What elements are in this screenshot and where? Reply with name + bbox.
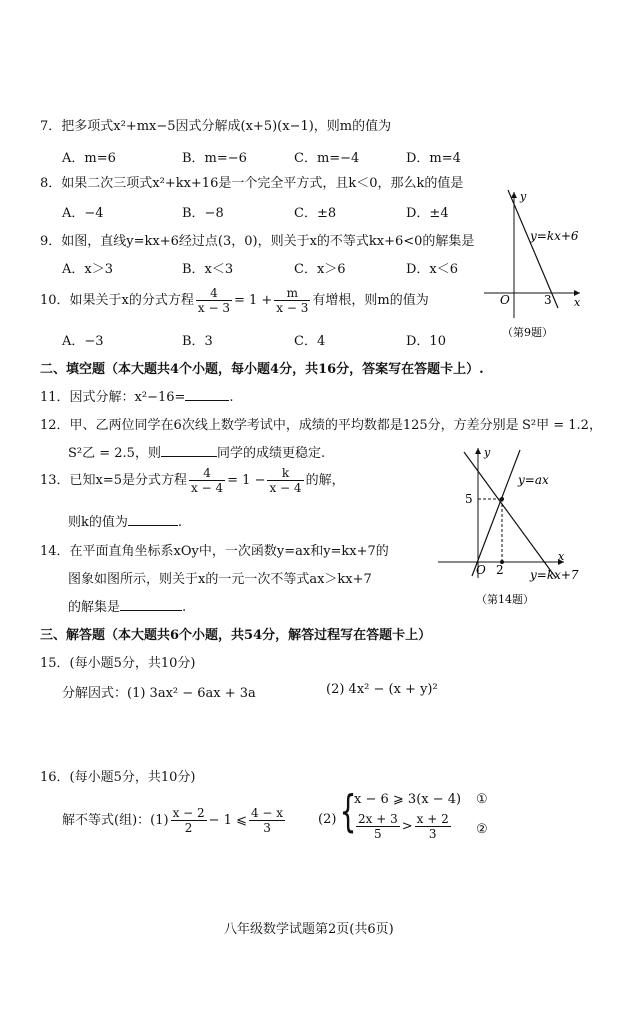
q14-line3: 的解集是 . xyxy=(68,600,187,615)
q9-figure xyxy=(476,188,586,346)
q10-middle: = 1 + xyxy=(233,293,273,308)
q7-option-d: D．m=4 xyxy=(406,151,461,166)
q9-line-label: y=kx+6 xyxy=(530,229,579,243)
q11: 11．因式分解：x²−16= . xyxy=(40,390,234,405)
q7-option-c: C．m=−4 xyxy=(294,151,360,166)
q13-line2: 则k的值为 . xyxy=(68,515,183,530)
q14-origin-label: O xyxy=(476,563,486,577)
q13-fraction-1: $\frac{4}{x - 4}$ xyxy=(191,466,224,495)
q10-stem xyxy=(40,286,429,316)
q12-line2: S²乙 = 2.5，则 同学的成绩更稳定. xyxy=(68,446,326,461)
q10-option-c: C．4 xyxy=(294,334,326,349)
q9-origin-label: O xyxy=(500,293,510,307)
q10-option-d: D．10 xyxy=(406,334,446,349)
q8-option-d: D．±4 xyxy=(406,206,449,221)
q7-stem: 7．把多项式x²+mx−5因式分解成(x+5)(x−1)，则m的值为 xyxy=(40,119,392,134)
q14-figure xyxy=(434,440,584,610)
section3-heading: 三、解答题（本大题共6个小题，共54分，解答过程写在答题卡上） xyxy=(40,628,432,643)
q8-option-c: C．±8 xyxy=(294,206,337,221)
q9-stem: 9．如图，直线y=kx+6经过点(3，0)，则关于x的不等式kx+6<0的解集是 xyxy=(40,234,475,249)
q16-mark-2: ② xyxy=(476,822,488,837)
q9-option-a: A．x＞3 xyxy=(62,262,113,277)
q13-stem: 13．已知x=5是分式方程 $\frac{4}{x - 4}$ = 1 − $\frac{k}{x - 4}$ 的解， xyxy=(40,466,345,495)
section2-heading: 二、填空题（本大题共4个小题，每小题4分，共16分，答案写在答题卡上）. xyxy=(40,362,484,377)
q8-option-a: A．−4 xyxy=(62,206,104,221)
q12-variance-yi: S²乙 = 2.5，则 xyxy=(68,446,161,461)
q14-y-tick-label: 5 xyxy=(465,492,473,506)
q14-line-kx7-label: y=kx+7 xyxy=(530,568,579,582)
q8-stem: 8．如果二次三项式x²+kx+16是一个完全平方式，且k＜0，那么k的值是 xyxy=(40,176,464,191)
q16-mark-1: ① xyxy=(476,792,488,807)
q11-stem: 11．因式分解：x²−16= xyxy=(40,390,186,405)
q9-y-axis-label: y xyxy=(520,190,527,203)
q12-answer-blank xyxy=(161,444,217,457)
q12-variance-jia: S²甲 = 1.2， xyxy=(522,418,602,433)
q16-part2-label: (2) xyxy=(318,812,337,827)
q14-caption: （第14题） xyxy=(476,593,534,606)
q16-fraction-1: $\frac{x - 2}{2}$ xyxy=(172,806,205,835)
q13-answer-blank xyxy=(128,513,178,526)
q15-part1: 分解因式：(1) 3ax² − 6ax + 3a xyxy=(62,686,256,701)
q16-inequality-2: $\frac{2x + 3}{5}$ > $\frac{x + 2}{3}$ xyxy=(358,812,449,841)
q9-caption: （第9题） xyxy=(502,326,553,339)
q16-part1: 解不等式(组)：(1) $\frac{x - 2}{2}$ − 1 ⩽ $\frac{4 - x}{3}$ xyxy=(62,806,284,835)
q14-line1: 14．在平面直角坐标系xOy中，一次函数y=ax和y=kx+7的 xyxy=(40,544,389,559)
q11-answer-blank xyxy=(185,388,229,401)
q10-prefix: 10．如果关于x的分式方程 xyxy=(40,293,194,308)
q14-answer-blank xyxy=(120,598,182,611)
q7-option-a: A．m=6 xyxy=(62,151,116,166)
q10-fraction-1: $\frac{4}{x - 3}$ xyxy=(197,286,230,315)
q9-option-b: B．x＜3 xyxy=(182,262,234,277)
q10-option-b: B．3 xyxy=(182,334,213,349)
q14-x-tick-label: 2 xyxy=(496,563,504,577)
page-footer: 八年级数学试题第2页(共6页) xyxy=(224,922,394,937)
q9-option-d: D．x＜6 xyxy=(406,262,459,277)
q9-option-c: C．x＞6 xyxy=(294,262,346,277)
q10-fraction-2: $\frac{m}{x - 3}$ xyxy=(276,286,309,315)
q9-x-intercept-label: 3 xyxy=(544,293,552,307)
q16-fraction-2: $\frac{4 - x}{3}$ xyxy=(250,806,284,835)
q15-part2: (2) 4x² − (x + y)² xyxy=(326,682,438,697)
q15-heading: 15．(每小题5分，共10分) xyxy=(40,656,196,671)
q12-line1: 12．甲、乙两位同学在6次线上数学考试中，成绩的平均数都是125分，方差分别是 xyxy=(40,418,519,433)
q16-heading: 16．(每小题5分，共10分) xyxy=(40,770,196,785)
q14-line-ax-label: y=ax xyxy=(518,473,549,487)
q14-x-axis-label: x xyxy=(558,550,565,563)
q8-option-b: B．−8 xyxy=(182,206,224,221)
q14-y-axis-label: y xyxy=(484,446,491,459)
q9-x-axis-label: x xyxy=(574,296,581,309)
q7-option-b: B．m=−6 xyxy=(182,151,247,166)
q13-fraction-2: $\frac{k}{x - 4}$ xyxy=(269,466,302,495)
q14-line2: 图象如图所示，则关于x的一元一次不等式ax＞kx+7 xyxy=(68,572,372,587)
q16-inequality-1: x − 6 ⩾ 3(x − 4) xyxy=(354,792,462,807)
q10-option-a: A．−3 xyxy=(62,334,104,349)
q16-system-brace: { xyxy=(339,786,357,837)
q10-suffix: 有增根，则m的值为 xyxy=(312,293,429,308)
